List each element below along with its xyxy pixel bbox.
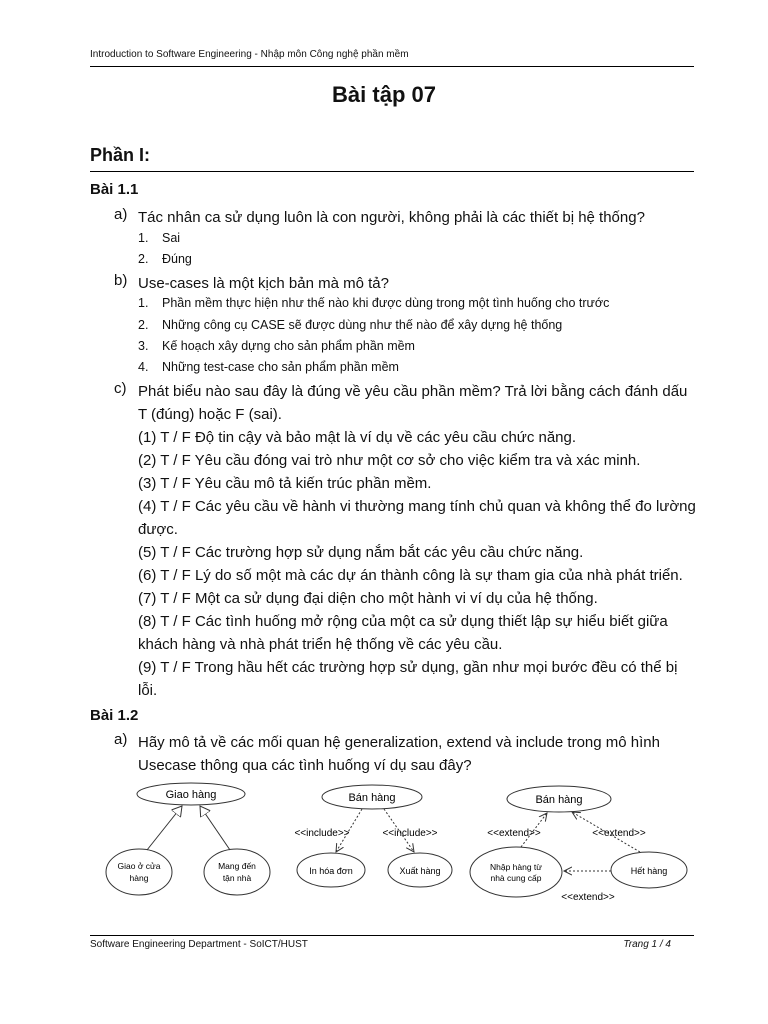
tf-statement: (3) T / F Yêu cầu mô tả kiến trúc phần mềm. bbox=[138, 475, 432, 492]
footer-rule bbox=[90, 935, 694, 936]
usecase-ellipse bbox=[106, 849, 172, 895]
question-a-text: Hãy mô tả về các mối quan hệ generalization, extend và include trong mô hình Usecase thông qua các tình huống ví dụ sau đây? bbox=[138, 734, 660, 774]
option-text: Đúng bbox=[162, 252, 192, 266]
usecase-ellipse bbox=[470, 847, 562, 897]
option-number: 3. bbox=[138, 339, 149, 353]
document-title: Bài tập 07 bbox=[332, 82, 436, 107]
option-number: 1. bbox=[138, 296, 149, 310]
question-a-marker: a) bbox=[114, 206, 128, 223]
include-label: <<include>> bbox=[382, 828, 438, 839]
option-text: Phần mềm thực hiện như thế nào khi được dùng trong một tình huống cho trước bbox=[162, 296, 610, 310]
part-heading: Phần I: bbox=[90, 145, 151, 165]
question-b-marker: b) bbox=[114, 272, 128, 289]
usecase-label: hàng bbox=[129, 873, 149, 883]
extend-diagram bbox=[470, 786, 687, 903]
tf-statement: (8) T / F Các tình huống mở rộng của một ca sử dụng thiết lập sự hiểu biết giữa khách hàng và nhà phát triển hệ thống về các yêu cầu. bbox=[138, 613, 668, 653]
tf-statement: (5) T / F Các trường hợp sử dụng nắm bắt các yêu cầu chức năng. bbox=[138, 544, 584, 561]
tf-statement: (1) T / F Độ tin cậy và bảo mật là ví dụ về các yêu cầu chức năng. bbox=[138, 429, 577, 446]
option-number: 4. bbox=[138, 360, 149, 374]
tf-statement: (7) T / F Một ca sử dụng đại diện cho một hành vi ví dụ của hệ thống. bbox=[138, 590, 598, 607]
tf-statement: (9) T / F Trong hầu hết các trường hợp sử dụng, gần như mọi bước đều có thể bị lỗi. bbox=[138, 659, 678, 699]
usecase-label: Giao hàng bbox=[165, 789, 217, 801]
usecase-label: Xuất hàng bbox=[399, 866, 441, 876]
usecase-label: Giao ở cửa bbox=[117, 861, 161, 871]
generalization-diagram bbox=[106, 783, 270, 895]
usecase-label: Bán hàng bbox=[348, 792, 396, 804]
exercise-heading-1-2: Bài 1.2 bbox=[90, 707, 139, 724]
question-c-marker: c) bbox=[114, 380, 127, 397]
include-label: <<include>> bbox=[294, 828, 350, 839]
generalization-arrow bbox=[147, 806, 182, 850]
footer-left: Software Engineering Department - SoICT/HUST bbox=[90, 939, 308, 950]
part-rule bbox=[90, 171, 694, 172]
header-rule bbox=[90, 66, 694, 67]
usecase-label: Bán hàng bbox=[535, 794, 583, 806]
question-a-marker: a) bbox=[114, 731, 128, 748]
generalization-arrow bbox=[200, 806, 230, 850]
option-text: Những công cụ CASE sẽ được dùng như thế nào để xây dựng hệ thống bbox=[162, 318, 563, 332]
page-number: Trang 1 / 4 bbox=[623, 939, 671, 950]
usecase-label: In hóa đơn bbox=[309, 866, 353, 876]
usecase-label: tận nhà bbox=[222, 873, 252, 883]
option-number: 2. bbox=[138, 252, 149, 266]
option-text: Những test-case cho sản phẩm phần mềm bbox=[162, 360, 399, 374]
option-text: Kế hoạch xây dựng cho sản phẩm phần mềm bbox=[162, 339, 415, 353]
usecase-label: Mang đến bbox=[218, 861, 256, 871]
tf-statement: (2) T / F Yêu cầu đóng vai trò như một cơ sở cho việc kiểm tra và xác minh. bbox=[138, 452, 641, 469]
option-number: 1. bbox=[138, 231, 149, 245]
question-a-text: Tác nhân ca sử dụng luôn là con người, không phải là các thiết bị hệ thống? bbox=[138, 209, 645, 226]
tf-statement: (4) T / F Các yêu cầu về hành vi thường mang tính chủ quan và không thể đo lường được. bbox=[138, 498, 696, 538]
exercise-heading-1-1: Bài 1.1 bbox=[90, 181, 139, 198]
extend-label: <<extend>> bbox=[561, 892, 615, 903]
extend-label: <<extend>> bbox=[487, 828, 541, 839]
tf-statement: (6) T / F Lý do số một mà các dự án thành công là sự tham gia của nhà phát triển. bbox=[138, 567, 683, 584]
option-number: 2. bbox=[138, 318, 149, 332]
usecase-label: Hết hàng bbox=[630, 866, 668, 876]
usecase-ellipse bbox=[204, 849, 270, 895]
question-b-text: Use-cases là một kịch bản mà mô tả? bbox=[138, 275, 389, 292]
include-diagram bbox=[294, 785, 452, 887]
running-header: Introduction to Software Engineering - Nhập môn Công nghệ phần mềm bbox=[90, 49, 409, 60]
option-text: Sai bbox=[162, 231, 181, 245]
usecase-label: nhà cung cấp bbox=[490, 873, 542, 883]
usecase-diagrams bbox=[0, 780, 768, 920]
extend-label: <<extend>> bbox=[592, 828, 646, 839]
usecase-label: Nhập hàng từ bbox=[489, 862, 543, 872]
question-c-text: Phát biểu nào sau đây là đúng về yêu cầu phần mềm? Trả lời bằng cách đánh dấu T (đúng) hoặc F (sai). bbox=[138, 383, 688, 423]
